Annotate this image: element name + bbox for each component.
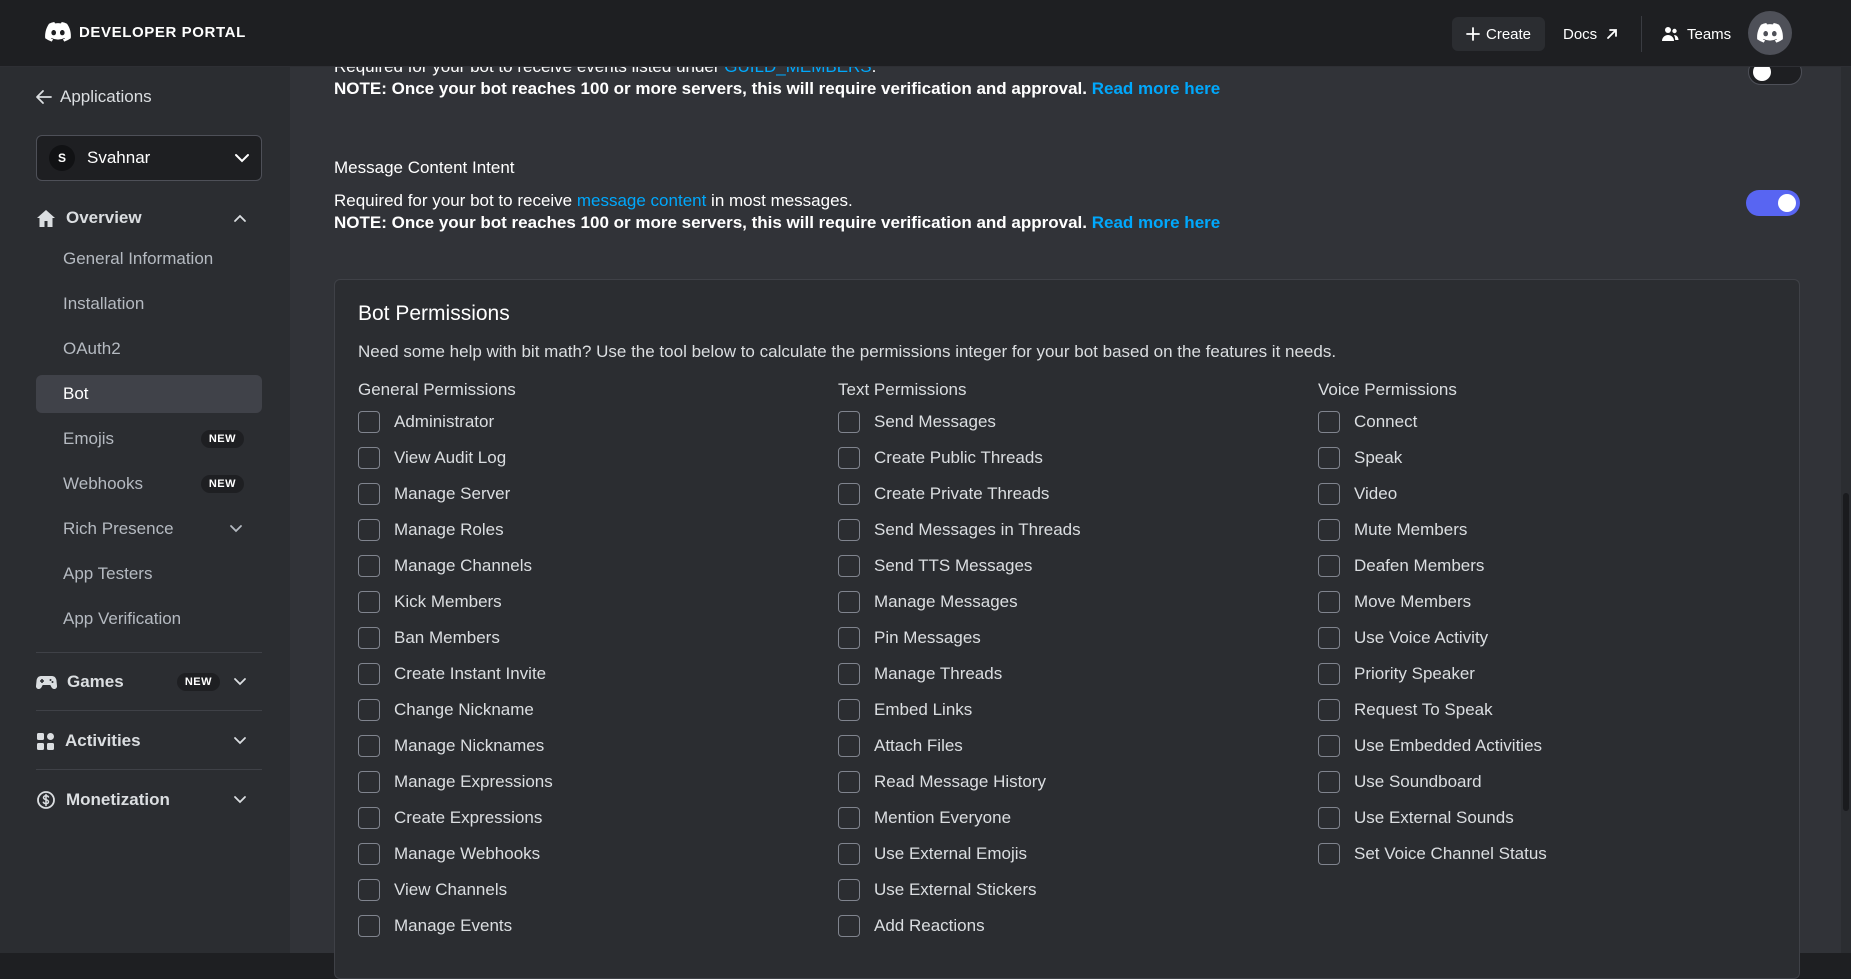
toggle-knob (1778, 194, 1796, 212)
permission-checkbox[interactable] (358, 771, 380, 793)
permission-row[interactable] (1318, 440, 1778, 476)
sidebar-item-oauth2[interactable] (36, 330, 262, 368)
message-intent-text: Required for your bot to receive (334, 191, 577, 210)
permission-label: Mention Everyone (874, 808, 1012, 827)
permission-row[interactable] (358, 800, 818, 836)
sidebar-item-installation[interactable] (36, 285, 262, 323)
permission-row[interactable] (838, 764, 1298, 800)
monetization-icon (36, 790, 56, 810)
permission-row[interactable] (838, 620, 1298, 656)
app-name: Svahnar (87, 148, 151, 167)
permission-label: View Audit Log (394, 448, 507, 467)
permission-row[interactable] (838, 692, 1298, 728)
sidebar-item-label: Rich Presence (63, 519, 174, 538)
permission-checkbox[interactable] (358, 879, 380, 901)
permission-label: Create Public Threads (874, 448, 1043, 467)
permission-label: Set Voice Channel Status (1354, 844, 1547, 863)
permission-label: Attach Files (874, 736, 963, 755)
permission-label: Manage Threads (874, 664, 1003, 683)
permission-row[interactable] (358, 620, 818, 656)
permission-checkbox[interactable] (358, 915, 380, 937)
sidebar-item-general-information[interactable] (36, 240, 262, 278)
permission-row[interactable] (1318, 836, 1778, 872)
header-divider (1641, 16, 1642, 52)
permission-checkbox[interactable] (358, 411, 380, 433)
permission-row[interactable] (1318, 692, 1778, 728)
teams-label: Teams (1687, 25, 1732, 43)
permission-label: Ban Members (394, 628, 500, 647)
sidebar-item-label: Webhooks (63, 474, 144, 493)
permission-label: Manage Messages (874, 592, 1018, 611)
permission-label: Manage Expressions (394, 772, 553, 791)
permission-label: Connect (1354, 412, 1418, 431)
permission-checkbox[interactable] (1318, 519, 1340, 541)
permission-row[interactable] (838, 836, 1298, 872)
teams-icon (1661, 26, 1679, 42)
permission-checkbox[interactable] (838, 915, 860, 937)
message-content-intent-title: Message Content Intent (334, 158, 515, 177)
chevron-down-icon (234, 737, 246, 745)
permission-checkbox[interactable] (1318, 699, 1340, 721)
permission-label: Send TTS Messages (874, 556, 1033, 575)
permission-label: Manage Channels (394, 556, 532, 575)
back-label: Applications (60, 87, 152, 106)
permission-checkbox[interactable] (838, 807, 860, 829)
permission-label: Manage Server (394, 484, 511, 503)
permission-checkbox[interactable] (838, 519, 860, 541)
sidebar-item-emojis[interactable] (36, 420, 262, 458)
permission-label: View Channels (394, 880, 508, 899)
permission-label: Manage Nicknames (394, 736, 545, 755)
sidebar-item-label: App Testers (63, 564, 153, 583)
permission-label: Use External Emojis (874, 844, 1028, 863)
permission-label: Priority Speaker (1354, 664, 1475, 683)
developer-portal-logo[interactable] (45, 22, 246, 42)
permission-checkbox[interactable] (838, 591, 860, 613)
create-label: Create (1486, 25, 1532, 43)
permission-checkbox[interactable] (838, 627, 860, 649)
sidebar-item-label: Installation (63, 294, 145, 313)
logo-text: DEVELOPER PORTAL (79, 23, 246, 41)
message-content-link[interactable]: message content (576, 191, 707, 210)
permission-checkbox[interactable] (358, 591, 380, 613)
sidebar-item-bot[interactable] (36, 375, 262, 413)
nav-section-games[interactable] (36, 672, 246, 692)
bot-permissions-panel (334, 279, 1800, 979)
create-button[interactable] (1452, 17, 1545, 51)
discord-avatar-icon (1757, 23, 1783, 43)
general-permissions-title: General Permissions (358, 380, 516, 399)
message-intent-note-text: NOTE: Once your bot reaches 100 or more servers, this will require verification and approval. (334, 213, 1087, 232)
new-badge: NEW (201, 430, 244, 448)
sidebar-divider (36, 652, 262, 653)
permission-row[interactable] (358, 764, 818, 800)
app-avatar: S (49, 145, 75, 171)
permission-row[interactable] (838, 908, 1298, 944)
chevron-down-icon (234, 678, 246, 686)
nav-section-monetization[interactable] (36, 790, 246, 810)
docs-link[interactable] (1563, 17, 1619, 51)
permission-label: Embed Links (874, 700, 973, 719)
monetization-label: Monetization (66, 790, 170, 809)
permission-checkbox[interactable] (358, 807, 380, 829)
sidebar-item-label: General Information (63, 249, 214, 268)
permission-row[interactable] (1318, 656, 1778, 692)
sidebar-item-app-verification[interactable] (36, 600, 262, 638)
permission-checkbox[interactable] (838, 663, 860, 685)
permission-row[interactable] (358, 836, 818, 872)
permission-checkbox[interactable] (358, 447, 380, 469)
permission-row[interactable] (358, 728, 818, 764)
message-intent-note (334, 213, 1220, 233)
permission-row[interactable] (1318, 404, 1778, 440)
permission-checkbox[interactable] (838, 879, 860, 901)
permission-row[interactable] (1318, 476, 1778, 512)
sidebar-item-label: OAuth2 (63, 339, 121, 358)
gamepad-icon (36, 675, 57, 690)
permission-label: Mute Members (1354, 520, 1468, 539)
read-more-link[interactable]: Read more here (1091, 79, 1221, 98)
permission-checkbox[interactable] (1318, 447, 1340, 469)
permission-row[interactable] (838, 656, 1298, 692)
arrow-left-icon (36, 90, 52, 104)
permission-checkbox[interactable] (838, 483, 860, 505)
plus-icon (1466, 27, 1480, 41)
permission-checkbox[interactable] (838, 447, 860, 469)
docs-label: Docs (1563, 25, 1598, 43)
chevron-down-icon (235, 154, 249, 163)
permission-row[interactable] (358, 692, 818, 728)
sidebar-divider (36, 769, 262, 770)
permission-checkbox[interactable] (358, 627, 380, 649)
permission-label: Kick Members (394, 592, 502, 611)
permission-label: Use External Sounds (1354, 808, 1514, 827)
permission-checkbox[interactable] (1318, 843, 1340, 865)
sidebar-item-app-testers[interactable] (36, 555, 262, 593)
permission-row[interactable] (838, 404, 1298, 440)
permission-label: Create Private Threads (874, 484, 1050, 503)
permission-label: Send Messages (874, 412, 996, 431)
permission-label: Speak (1354, 448, 1403, 467)
permission-label: Deafen Members (1354, 556, 1485, 575)
permission-label: Request To Speak (1354, 700, 1493, 719)
permission-checkbox[interactable] (358, 663, 380, 685)
voice-permissions-title: Voice Permissions (1318, 380, 1457, 399)
members-intent-note (334, 79, 1220, 99)
permission-label: Use Embedded Activities (1354, 736, 1543, 755)
sidebar-item-rich-presence[interactable] (36, 510, 262, 548)
permission-row[interactable] (1318, 764, 1778, 800)
permission-row[interactable] (1318, 584, 1778, 620)
permission-label: Move Members (1354, 592, 1472, 611)
permission-checkbox[interactable] (1318, 483, 1340, 505)
chevron-up-icon (234, 214, 246, 222)
permission-row[interactable] (358, 476, 818, 512)
permission-checkbox[interactable] (1318, 771, 1340, 793)
permission-label: Change Nickname (394, 700, 534, 719)
permission-label: Manage Events (394, 916, 513, 935)
permission-checkbox[interactable] (358, 519, 380, 541)
permission-label: Send Messages in Threads (874, 520, 1081, 539)
voice-permissions-column (1318, 380, 1778, 872)
permission-label: Use Voice Activity (1354, 628, 1489, 647)
permission-checkbox[interactable] (358, 735, 380, 757)
permission-row[interactable] (358, 584, 818, 620)
permission-row[interactable] (358, 656, 818, 692)
text-permissions-title: Text Permissions (838, 380, 967, 399)
sidebar-item-label: App Verification (63, 609, 182, 628)
message-intent-description (334, 191, 853, 211)
permission-row[interactable] (1318, 728, 1778, 764)
sidebar-divider (36, 710, 262, 711)
scrollbar-thumb[interactable] (1843, 493, 1849, 811)
message-intent-suffix: in most messages. (706, 191, 853, 210)
members-intent-note-text: NOTE: Once your bot reaches 100 or more servers, this will require verification and approval. (334, 79, 1087, 98)
permission-label: Pin Messages (874, 628, 981, 647)
home-icon (36, 209, 56, 228)
permission-checkbox[interactable] (358, 555, 380, 577)
permission-label: Administrator (394, 412, 495, 431)
permission-row[interactable] (358, 908, 818, 944)
permission-checkbox[interactable] (1318, 411, 1340, 433)
read-more-link[interactable]: Read more here (1091, 213, 1221, 232)
permission-checkbox[interactable] (1318, 663, 1340, 685)
permission-row[interactable] (838, 512, 1298, 548)
sidebar-item-webhooks[interactable] (36, 465, 262, 503)
permission-checkbox[interactable] (838, 555, 860, 577)
permission-checkbox[interactable] (358, 699, 380, 721)
permission-checkbox[interactable] (838, 735, 860, 757)
permission-checkbox[interactable] (838, 411, 860, 433)
permission-label: Create Expressions (394, 808, 543, 827)
permission-label: Use External Stickers (874, 880, 1037, 899)
permission-label: Add Reactions (874, 916, 985, 935)
user-avatar[interactable] (1748, 11, 1792, 55)
chevron-down-icon (230, 525, 242, 533)
sidebar-item-label: Bot (63, 384, 89, 403)
nav-section-activities[interactable] (36, 731, 246, 751)
permission-row[interactable] (1318, 800, 1778, 836)
app-selector[interactable] (36, 135, 262, 181)
permission-checkbox[interactable] (1318, 627, 1340, 649)
permission-checkbox[interactable] (1318, 591, 1340, 613)
main-content (290, 67, 1841, 953)
permission-checkbox[interactable] (358, 483, 380, 505)
permission-checkbox[interactable] (1318, 735, 1340, 757)
bot-permissions-description: Need some help with bit math? Use the tool below to calculate the permissions integer for your bot based on the features it needs. (358, 342, 1337, 361)
permission-row[interactable] (358, 872, 818, 908)
permission-row[interactable] (838, 800, 1298, 836)
new-badge: NEW (177, 673, 220, 691)
permission-checkbox[interactable] (838, 699, 860, 721)
permission-row[interactable] (358, 404, 818, 440)
permission-label: Use Soundboard (1354, 772, 1482, 791)
permission-label: Create Instant Invite (394, 664, 547, 683)
permission-row[interactable] (838, 440, 1298, 476)
permission-checkbox[interactable] (838, 771, 860, 793)
sidebar-item-label: Emojis (63, 429, 115, 448)
message-content-intent-toggle[interactable] (1746, 190, 1800, 216)
permission-row[interactable] (838, 476, 1298, 512)
permission-row[interactable] (358, 440, 818, 476)
permission-row[interactable] (838, 548, 1298, 584)
games-label: Games (67, 672, 124, 691)
activities-icon (36, 732, 55, 751)
permission-row[interactable] (838, 872, 1298, 908)
general-permissions-column (358, 380, 818, 944)
permission-row[interactable] (838, 728, 1298, 764)
teams-link[interactable] (1661, 17, 1731, 51)
text-permissions-column (838, 380, 1298, 944)
external-arrow-icon (1605, 27, 1619, 41)
sidebar (0, 67, 290, 953)
nav-section-overview[interactable] (36, 208, 246, 228)
permission-row[interactable] (1318, 620, 1778, 656)
permission-label: Read Message History (874, 772, 1046, 791)
permission-row[interactable] (358, 512, 818, 548)
permission-row[interactable] (1318, 512, 1778, 548)
chevron-down-icon (234, 796, 246, 804)
permission-label: Manage Roles (394, 520, 504, 539)
activities-label: Activities (65, 731, 141, 750)
new-badge: NEW (201, 475, 244, 493)
permission-checkbox[interactable] (838, 843, 860, 865)
permission-checkbox[interactable] (1318, 555, 1340, 577)
permission-row[interactable] (1318, 548, 1778, 584)
back-to-applications[interactable] (36, 87, 152, 107)
permission-checkbox[interactable] (1318, 807, 1340, 829)
permission-label: Manage Webhooks (394, 844, 541, 863)
overview-label: Overview (66, 208, 142, 227)
permission-checkbox[interactable] (358, 843, 380, 865)
top-header (0, 0, 1851, 67)
permission-row[interactable] (838, 584, 1298, 620)
permission-row[interactable] (358, 548, 818, 584)
bot-permissions-title: Bot Permissions (358, 302, 510, 325)
permission-label: Video (1354, 484, 1398, 503)
discord-logo-icon (45, 22, 71, 42)
